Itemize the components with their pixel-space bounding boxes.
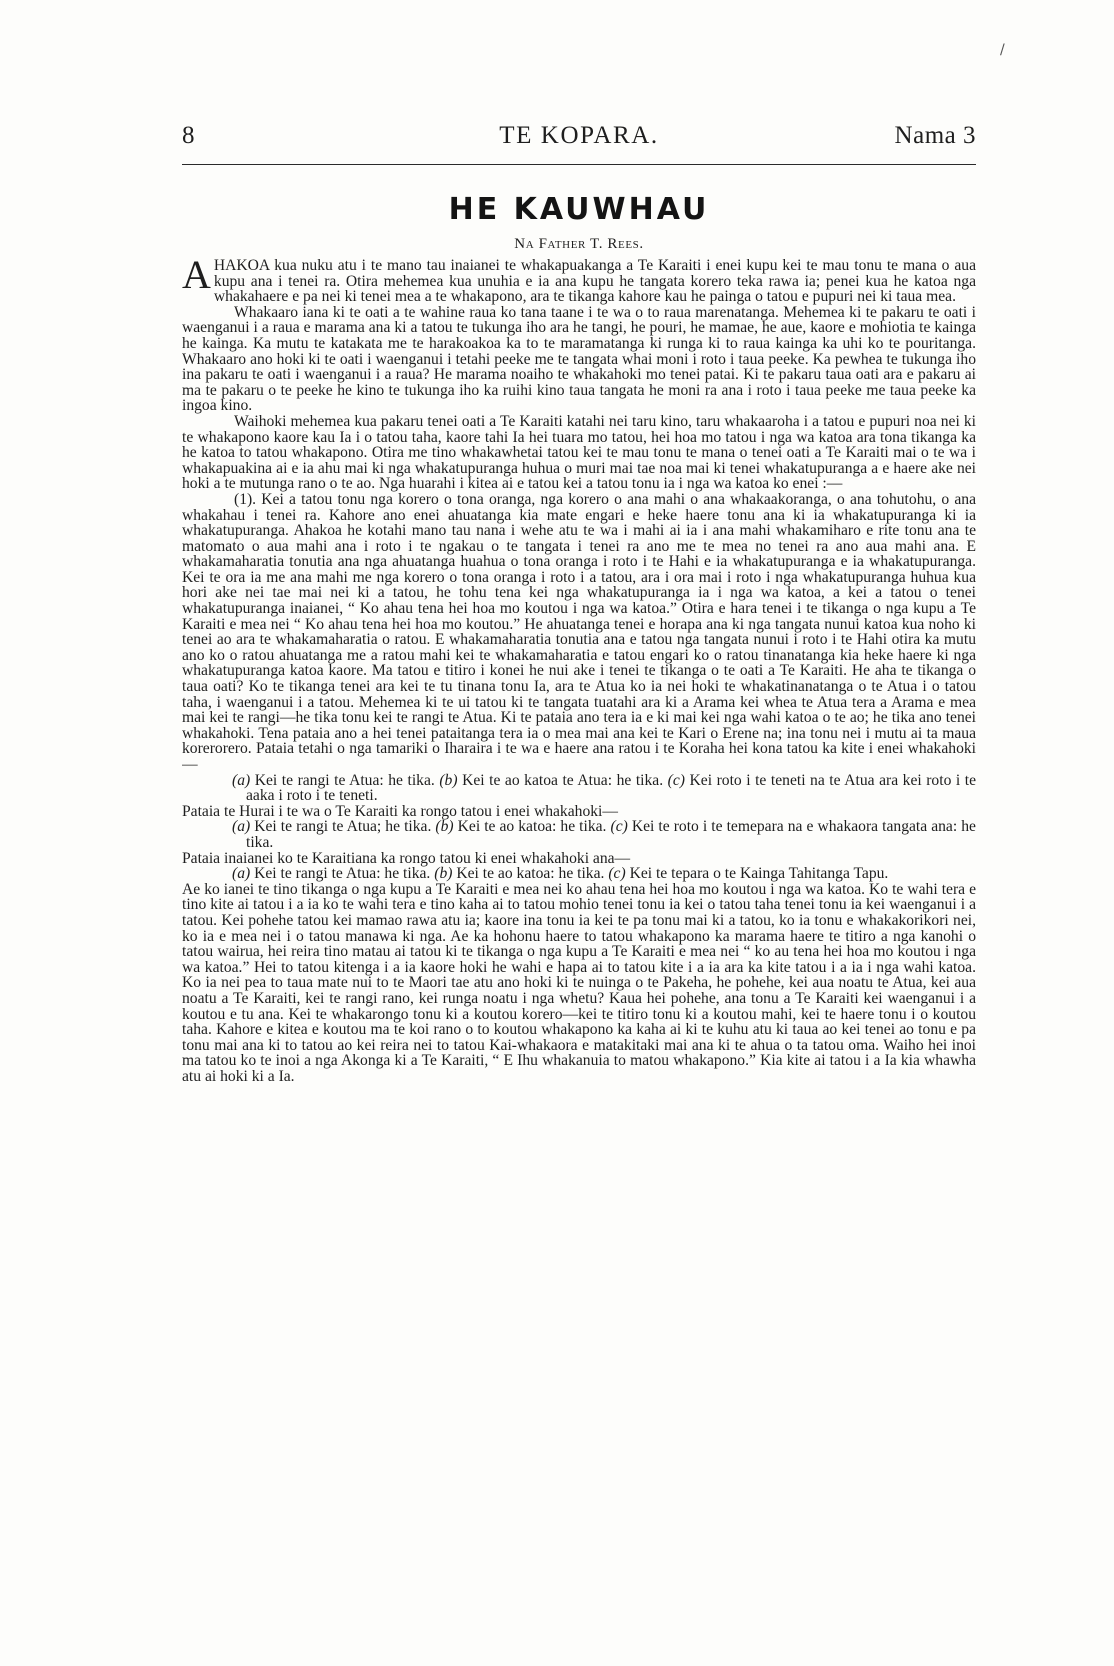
answer-b-text: Kei te ao katoa: he tika. xyxy=(457,818,607,836)
running-header xyxy=(182,118,976,165)
paragraph-1-text: HAKOA kua nuku atu i te mano tau inaianei te whakapuakanga a Te Karaiti i enei kupu kei te mau tonu te mana o aua kupu ana i tenei ra. Otira mehemea kua unuhia e ia ana kupu he tangata korero teka rawa ia; penei kua he katoa nga whakahaere e pa nei ki tenei mea a te whakapono, ara te tikanga kahore kau he painga o tatou e pupuri nei ki taua mea. xyxy=(213,258,976,306)
answer-a-text: Kei te rangi te Atua; he tika. xyxy=(254,818,432,836)
answers-group-3 xyxy=(182,866,976,882)
running-title: TE KOPARA. xyxy=(499,122,659,149)
paragraph-1 xyxy=(182,258,976,305)
article-byline: Na Father T. Rees. xyxy=(514,236,644,252)
answers-group-1 xyxy=(182,773,976,804)
drop-cap: A xyxy=(182,258,211,297)
paragraph-3: Waihoki mehemea kua pakaru tenei oati a Te Karaiti katahi nei taru kino, taru whakaaroha i a tatou e pupuri noa nei ki te whakapono kaore kau Ia i o tatou taha, kaore tahi Ia hei tuara mo tatou, hei hoa mo tatou i nga wa katoa ara tona tikanga ka he katoa to tatou whakapono. Otira me tino whakawhetai tatou kei te mau tonu te mana o tenei oati a Te Karaiti mai o te wa i whakapuakina ai e ia ahu mai ki nga whakatupuranga huhua o muri mai tae noa mai ki tenei whakatupuranga a e haere ake nei hoki a te mutunga rano o te ao. Nga huarahi i kitea ai e tatou kei a tatou tonu ia i nga wa katoa ko enei :— xyxy=(182,412,976,493)
answer-c-text: Kei roto i te teneti na te Atua ara kei roto i te aaka i roto i te teneti. xyxy=(246,771,976,805)
answer-c-label: (c) xyxy=(608,865,626,883)
answer-c-label: (c) xyxy=(667,771,685,789)
question-3: Pataia inaianei ko te Karaitiana ka rongo tatou ki enei whakahoki ana— xyxy=(182,849,631,867)
answer-b-text: Kei te ao katoa te Atua: he tika. xyxy=(462,771,664,789)
article-title: HE KAUWHAU xyxy=(448,192,710,227)
article-body xyxy=(182,258,976,1628)
answer-b-label: (b) xyxy=(435,818,454,836)
scan-mark: / xyxy=(1000,42,1005,58)
answers-group-2 xyxy=(182,819,976,850)
answer-c-text: Kei te roto i te temepara na e whakaora tangata ana: he tika. xyxy=(246,818,976,851)
closing-paragraph: Ae ko ianei te tino tikanga o nga kupu a Te Karaiti e mea nei ko ahau tena hei hoa mo koutou i nga wa katoa. Ko te wahi tera e tino kite ai tatou i a ia ko te wahi tera e tino kaha ai to tatou mohio tenei tonu ia kei o tatou taha tenei tonu ia kei waenganui i a tatou. Kei pohehe tatou kei mamao rawa atu ia; kaore ina tonu ia kei te pa tonu mai ki a tatou, ko ia tonu e whakakorikori nei, ko ia e mea nei i o tatou manawa ki nga. Ae ka hohonu haere to tatou whakapono ka marama haere te titiro a nga kanohi o tatou wairua, hei reira tino matau ai tatou ki te tikanga o nga kupu a Te Karaiti e mea nei “ ko au tena hei hoa mo koutou i nga wa katoa.” Hei to tatou kitenga i a ia kaore hoki he wahi e hapa ai to tatou kite i a ia ara ka kite tatou i a ia i nga wahi katoa. Ko ia nei pea to taua mate nui to te Maori tae atu ano hoki ki te nuinga o te Pakeha, he pohehe, kei aua noatu te Atua, kei aua noatu a Te Karaiti, kei te rangi rano, kei runga noatu i nga whetu? Kaua hei pohehe, ana tonu a Te Karaiti kei waenganui i a koutou e tu ana. Kei te whakarongo tonu ki a koutou korero—kei te titiro tonu ki a koutou mahi, kei te haere tonu i o koutou taha. Kahore e kitea e koutou ma te koi rano o to koutou whakapono ka kaha ai ki te kuhu atu ki taua ao kei tenei ao tonu e pa tonu mai ana ki to tatou ao kei reira nei to tatou Kai-whakaora e matakitaki mai ana ki te ahua o ta tatou oma. Waiho hei inoi ma tatou ko te inoi a nga Akonga ki a Te Karaiti, “ E Ihu whakanuia to matou whakapono.” Kia kite ai tatou i a Ia kia whawha atu ai hoki ki a Ia. xyxy=(182,880,976,1085)
answer-a-text: Kei te rangi te Atua: he tika. xyxy=(254,771,435,789)
answer-c-text: Kei te tepara o te Kainga Tahitanga Tapu. xyxy=(629,865,889,883)
page-number: 8 xyxy=(182,122,195,149)
paragraph-2: Whakaaro iana ki te oati a te wahine raua ko tana taane i te wa o to raua marenatanga. Mehemea ki te pakaru te oati i waenganui i a raua e marama ana ki a tatou te tukunga iho ara he tangi, he pouri, he mamae, he aue, kaore e mohiotia te kainga he kainga. Ka mutu te katakata me te harakoakoa ka to te maramatanga ki runga ki to raua kainga ka uhi ko te pouritanga. Whakaaro ano hoki ki te oati i waenganui i tetahi peeke me te tangata whai moni i roto i taua peeke. Ka pewhea te tukunga iho ina pakaru te oati i waenganui i a raua? He marama noaiho te whakahoki mo tenei patai. Ki te pakaru taua oati ara e pakaru ai ma te pakaru o te peeke he kino te tukunga iho ka ruihi kino taua tangata he moni ra ana i roto i taua peeke me taua peeke ka ingoa kino. xyxy=(182,303,976,415)
answer-a-text: Kei te rangi te Atua: he tika. xyxy=(254,865,431,883)
issue-number: Nama 3 xyxy=(894,122,976,149)
answer-a-label: (a) xyxy=(232,865,251,883)
answer-c-label: (c) xyxy=(610,818,628,836)
question-2: Pataia te Hurai i te wa o Te Karaiti ka rongo tatou i enei whakahoki— xyxy=(182,802,618,820)
answer-a-label: (a) xyxy=(232,771,251,789)
answer-b-label: (b) xyxy=(434,865,453,883)
answer-a-label: (a) xyxy=(232,818,251,836)
answer-b-text: Kei te ao katoa: he tika. xyxy=(456,865,605,883)
paragraph-4: (1). Kei a tatou tonu nga korero o tona oranga, nga korero o ana mahi o ana whakaakoranga, o ana tohutohu, o ana whakahau i tenei ra. Kahore ano enei ahuatanga kia mate engari e heke haere tonu ana ki ia whakatupuranga ki ia whakatupuranga. Ahakoa he kotahi mano tau nana i wehe atu te wa i mahi ai ia i ana mahi whakamiharo e rite tonu ana te matomato o aua mahi ana i roto i te ngakau o te tangata i tenei ra ano me te mea no tenei ra ano aua mahi ana. E whakamaharatia tonutia ana nga ahuatanga huahua o tona oranga i roto i te Hahi e ia whakatupuranga e ia whakatupuranga. Kei te ora ia me ana mahi me nga korero o tona oranga i roto i a tatou, ara i ora mai i roto i nga whakatupuranga huhua kua hori ake nei tae mai nei ki a tatou, he tohu tena kei nga whakatupuranga ia i nga wa katoa, a kei a tatou o tenei whakatupuranga inaianei, “ Ko ahau tena hei hoa mo koutou i nga wa katoa.” Otira e hara tenei i te tikanga o nga kupu a Te Karaiti e mea nei “ Ko ahau tena hei hoa mo koutou.” He ahuatanga tenei e horapa ana ki nga tangata nunui katoa kua noho ki tenei ao ara te whakamaharatia o ratou. E whakamaharatia tonutia ana e tatou nga tangata nunui i roto i te Hahi otira ka mutu ano ko o ratou ahuatanga me a ratou mahi kei te whakamaharatia e tatou engari ko o ratou tinanatanga kia heke haere ki nga whakatupuranga katoa kaore. Ma tatou e titiro i konei he nui ake i tenei te tikanga o te oati a Te Karaiti. He aha te tikanga o taua oati? Ko te tikanga tenei ara kei te tu tinana tonu Ia, ara te Atua ko ia nei hoki te whakatinanatanga o te Atua i o tatou taha, i waenganui i a tatou. Mehemea ki te ui tatou ki te tangata tuatahi ara ki a Arama kei whea te Atua tera a Arama e mea mai kei te rangi—he tika tonu kei te rangi te Atua. Ki te pataia ano tera ia e ki mai kei nga wahi katoa o te ao; he tika ano tenei whakahoki. Tena pataia ano a hei tenei pataitanga tera ia o mea mai ana kei te Kari o Erene na; ina tonu nei i mutu ai ta maua korerorero. Pataia tetahi o nga tamariki o Iharaira i te wa e haere ana ratou i te Koraha hei kona tatou ka kite i enei whakahoki— xyxy=(182,490,976,773)
answer-b-label: (b) xyxy=(439,771,458,789)
